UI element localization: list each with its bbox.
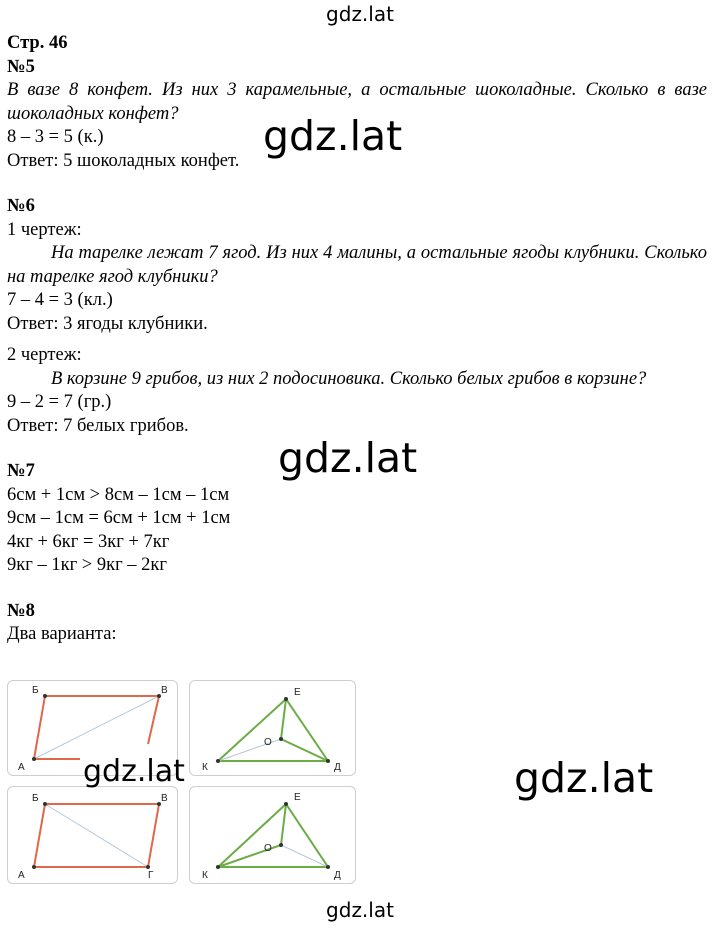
watermark-1: gdz.lat <box>263 112 403 160</box>
exercise-7-number: №7 <box>7 461 35 481</box>
page-number: Стр. 46 <box>7 33 68 53</box>
exercise-6-solution-2: 9 – 2 = 7 (гр.) <box>7 392 112 412</box>
exercise-6-task-2: В корзине 9 грибов, из них 2 подосиновика. Сколько белых грибов в корзине? <box>51 368 647 389</box>
exercise-5-answer: Ответ: 5 шоколадных конфет. <box>7 150 240 171</box>
point-v-label: В <box>161 685 168 696</box>
exercise-7-line-2: 9см – 1см = 6см + 1см + 1см <box>7 508 231 528</box>
figure-triangle-2 <box>189 786 356 884</box>
exercise-6-number: №6 <box>7 196 35 216</box>
point-d-label: Д <box>334 762 341 773</box>
exercise-6-drawing-1-label: 1 чертеж: <box>7 219 82 240</box>
exercise-7-line-1: 6см + 1см > 8см – 1см – 1см <box>7 484 230 505</box>
point-a-label: А <box>18 762 25 773</box>
exercise-8-number: №8 <box>7 600 35 621</box>
watermark-top: gdz.lat <box>326 2 394 26</box>
point-d-label: Д <box>334 870 341 881</box>
point-g-label: Г <box>148 870 154 881</box>
point-e-label: Е <box>294 792 301 803</box>
point-e-label: Е <box>294 687 301 698</box>
exercise-7-line-4: 9кг – 1кг > 9кг – 2кг <box>7 555 167 575</box>
point-k-label: К <box>202 870 208 881</box>
exercise-5-solution: 8 – 3 = 5 (к.) <box>7 127 104 147</box>
point-o-label: О <box>264 737 272 748</box>
point-k-label: К <box>202 762 208 773</box>
exercise-6-drawing-2-label: 2 чертеж: <box>7 345 82 365</box>
point-b-label: Б <box>32 685 39 696</box>
point-a-label: А <box>18 870 25 881</box>
exercise-6-task-1: На тарелке лежат 7 ягод. Из них 4 малины, а остальные ягоды клубники. Сколько на тарелке ягод клубники? <box>7 243 707 287</box>
exercise-7-line-3: 4кг + 6кг = 3кг + 7кг <box>7 531 170 552</box>
point-v-label: В <box>161 793 168 804</box>
exercise-5-number: №5 <box>7 56 35 77</box>
exercise-6-answer-1: Ответ: 3 ягоды клубники. <box>7 313 208 334</box>
point-b-label: Б <box>32 793 39 804</box>
watermark-bottom: gdz.lat <box>326 898 394 922</box>
point-o-label: О <box>264 843 272 854</box>
figure-quadrilateral-2 <box>7 786 178 884</box>
exercise-6-solution-1: 7 – 4 = 3 (кл.) <box>7 290 113 310</box>
exercise-5-task: В вазе 8 конфет. Из них 3 карамельные, а остальные шоколадные. Сколько в вазе шоколадных конфет? <box>7 80 707 124</box>
exercise-6-answer-2: Ответ: 7 белых грибов. <box>7 415 189 436</box>
figure-triangle-1 <box>189 680 356 776</box>
watermark-4: gdz.lat <box>514 754 654 802</box>
exercise-8-intro: Два варианта: <box>7 624 117 644</box>
watermark-2: gdz.lat <box>278 434 418 482</box>
watermark-3: gdz.lat <box>83 754 185 789</box>
